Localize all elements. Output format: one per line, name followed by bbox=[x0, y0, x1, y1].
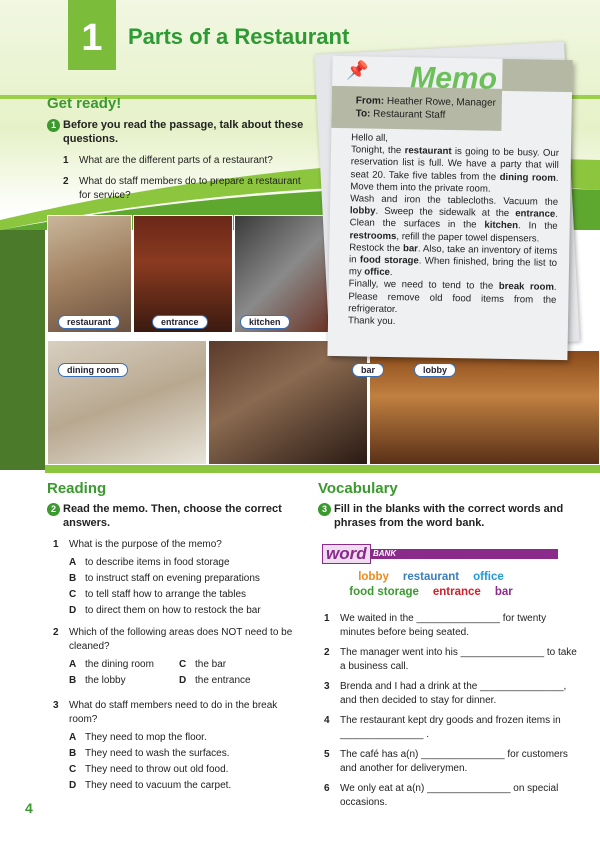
exercise-number: 3 bbox=[318, 503, 331, 516]
memo bbox=[327, 56, 572, 360]
photo-stripe bbox=[45, 465, 600, 473]
question: 1 What is the purpose of the memo? bbox=[53, 539, 222, 550]
fill-in-item: 4 The restaurant kept dry goods and frozen items in _______________ . bbox=[324, 715, 561, 740]
unit-number: 1 bbox=[68, 0, 116, 70]
answer-option[interactable]: A to describe items in food storage bbox=[69, 557, 230, 568]
word-bank-logo: word bbox=[322, 544, 371, 564]
fill-in-item: 3 Brenda and I had a drink at the _______________, and then decided to stay for dinner. bbox=[324, 681, 567, 706]
label-dining-room: dining room bbox=[58, 363, 128, 377]
fill-in-item: 6 We only eat at a(n) _______________ on special occasions. bbox=[324, 783, 559, 808]
answer-option[interactable]: C They need to throw out old food. bbox=[69, 764, 229, 775]
get-ready-section bbox=[47, 95, 312, 210]
question: 3 What do staff members need to do in the break room? bbox=[53, 700, 278, 725]
get-ready-heading: Get ready! bbox=[47, 95, 122, 112]
answer-option[interactable]: D They need to vacuum the carpet. bbox=[69, 780, 232, 791]
answer-option[interactable]: B They need to wash the surfaces. bbox=[69, 748, 230, 759]
question: 1 What are the different parts of a restaurant? bbox=[63, 155, 273, 166]
label-bar: bar bbox=[352, 363, 384, 377]
fill-in-item: 1 We waited in the _______________ for twenty minutes before being seated. bbox=[324, 613, 547, 638]
answer-option[interactable]: C the bar bbox=[179, 659, 227, 670]
word-bank bbox=[318, 570, 558, 600]
side-band bbox=[0, 230, 45, 470]
memo-header-band bbox=[502, 59, 573, 92]
vocabulary-heading: Vocabulary bbox=[318, 480, 398, 497]
answer-option[interactable]: C to tell staff how to arrange the tables bbox=[69, 589, 247, 600]
word-bank-header bbox=[318, 544, 578, 564]
label-kitchen: kitchen bbox=[240, 315, 290, 329]
photo-dining-room bbox=[47, 340, 207, 465]
pushpin-icon: 📌 bbox=[346, 60, 369, 81]
word-bank-word: office bbox=[473, 571, 504, 583]
instruction: Fill in the blanks with the correct words and phrases from the word bank. bbox=[334, 503, 564, 529]
page-number: 4 bbox=[25, 800, 33, 816]
reading-section bbox=[47, 480, 297, 795]
label-entrance: entrance bbox=[152, 315, 208, 329]
question: 2 Which of the following areas does NOT need to be cleaned? bbox=[53, 627, 293, 652]
memo-body: Hello all, Tonight, the restaurant is going to be busy. Our reservation list is full. We have a party that will seat 20. Take five tables from the dining room. Move them into the private room. Wash and iron the tablecloths. Vacuum the lobby. Sweep the sidewalk at the entrance. Clean the surfaces in the kitchen. In the restrooms, refill the paper towel dispensers. Restock the bar. Also, take an inventory of items in food storage. When finished, bring the list to my office. Finally, we need to tend to the break room. Please remove old food items from the refrigerator. Thank you. bbox=[347, 132, 560, 328]
label-lobby: lobby bbox=[414, 363, 456, 377]
fill-in-item: 2 The manager went into his _______________ to take a business call. bbox=[324, 647, 577, 672]
answer-option[interactable]: A the dining room bbox=[69, 659, 154, 670]
answer-option[interactable]: A They need to mop the floor. bbox=[69, 732, 207, 743]
word-bank-label: BANK bbox=[370, 549, 558, 559]
answer-option[interactable]: B to instruct staff on evening preparations bbox=[69, 573, 260, 584]
photo-bar bbox=[208, 340, 368, 465]
exercise-number: 1 bbox=[47, 119, 60, 132]
label-restaurant: restaurant bbox=[58, 315, 120, 329]
photo-lobby bbox=[369, 350, 600, 465]
word-bank-word: restaurant bbox=[402, 571, 460, 583]
memo-title: Memo bbox=[409, 61, 498, 96]
word-bank-word: bar bbox=[494, 586, 513, 598]
word-bank-word: entrance bbox=[432, 586, 481, 598]
answer-option[interactable]: B the lobby bbox=[69, 675, 126, 686]
page-title: Parts of a Restaurant bbox=[128, 24, 350, 49]
question: 2 What do staff members do to prepare a restaurant for service? bbox=[63, 176, 301, 201]
vocabulary-section bbox=[318, 480, 578, 816]
answer-option[interactable]: D to direct them on how to restock the bar bbox=[69, 605, 261, 616]
exercise-number: 2 bbox=[47, 503, 60, 516]
instruction: Read the memo. Then, choose the correct answers. bbox=[63, 503, 282, 529]
reading-heading: Reading bbox=[47, 480, 107, 497]
word-bank-word: food storage bbox=[349, 586, 419, 598]
instruction: Before you read the passage, talk about these questions. bbox=[63, 119, 304, 145]
word-bank-word: lobby bbox=[358, 571, 389, 583]
fill-in-item: 5 The café has a(n) _______________ for customers and another for deliverymen. bbox=[324, 749, 568, 774]
memo-from-to: From: Heather Rowe, Manager To: Restaurant Staff bbox=[355, 95, 497, 121]
answer-option[interactable]: D the entrance bbox=[179, 675, 251, 686]
